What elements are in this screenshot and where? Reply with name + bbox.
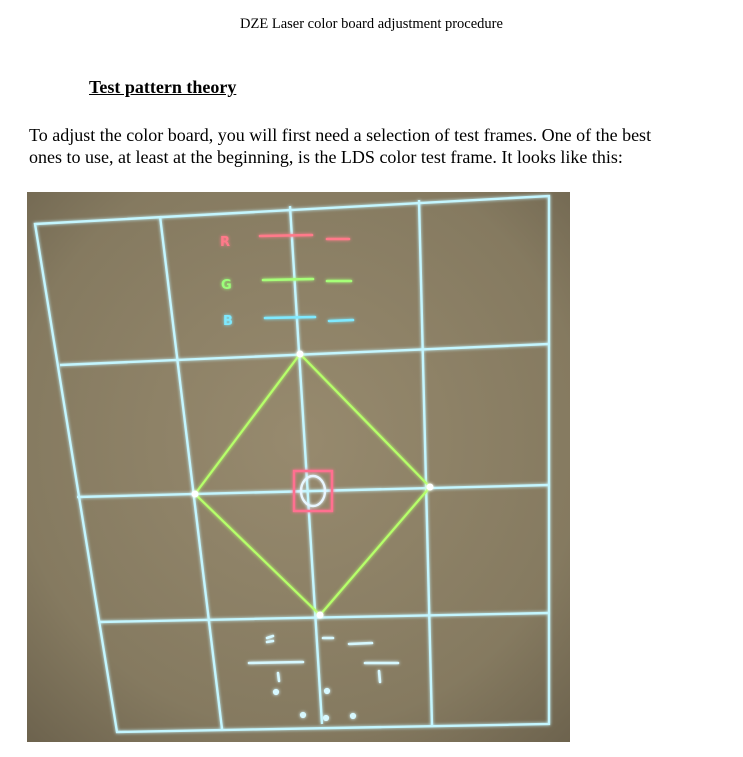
intro-paragraph [29, 124, 739, 168]
marker-long-left [249, 662, 303, 663]
marker-tick-2 [379, 671, 380, 682]
blue-line-right [329, 320, 353, 321]
photo-background [27, 192, 570, 742]
marker-dot-5 [351, 714, 355, 718]
green-line-left [263, 279, 313, 280]
marker-dot-4 [324, 716, 328, 720]
test-frame-image [27, 192, 570, 742]
label-red: R [220, 235, 231, 250]
marker-e-bottom [267, 641, 273, 642]
marker-short-2 [349, 643, 372, 644]
section-heading: Test pattern theory [89, 77, 237, 97]
blue-line-left [265, 317, 315, 318]
test-frame-photo [27, 192, 570, 742]
paragraph-line-1: To adjust the color board, you will first need a selection of test frames. One of the best [29, 125, 652, 145]
marker-dot-1 [274, 690, 278, 694]
red-line-left [260, 235, 312, 236]
label-green: G [221, 278, 232, 293]
label-blue: B [223, 314, 233, 329]
marker-dot-3 [301, 713, 305, 717]
marker-tick-1 [278, 673, 279, 681]
paragraph-line-2: ones to use, at least at the beginning, is the LDS color test frame. It looks like this: [29, 147, 623, 167]
page-header: DZE Laser color board adjustment procedure [240, 16, 503, 32]
marker-dot-2 [325, 689, 329, 693]
